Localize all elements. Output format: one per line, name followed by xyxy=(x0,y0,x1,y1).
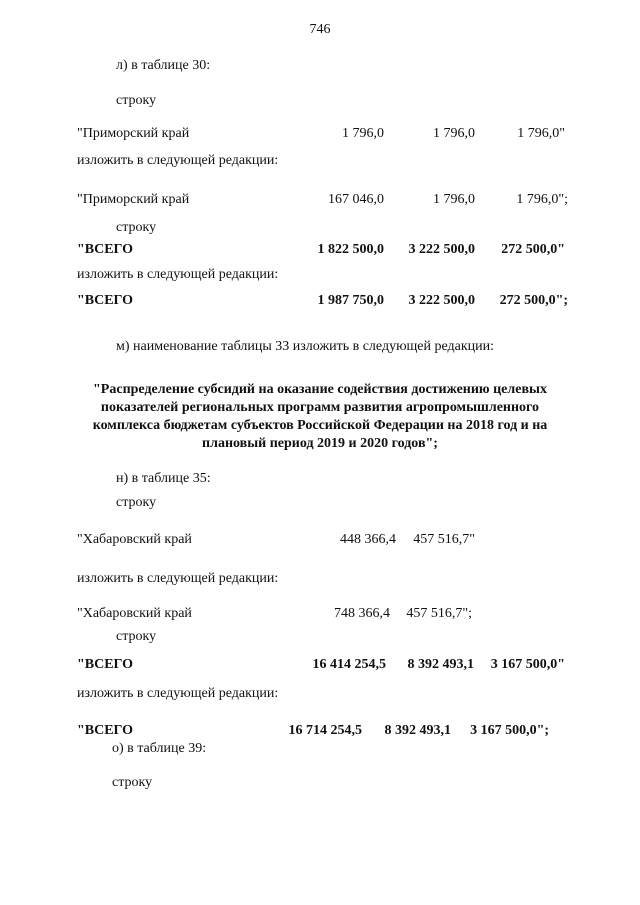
row-value-3: 1 796,0" xyxy=(517,126,565,141)
row-value-2: 457 516,7" xyxy=(413,532,475,547)
row-word: строку xyxy=(116,93,157,108)
row-value-2: 8 392 493,1 xyxy=(384,723,451,738)
row-value-1: 748 366,4 xyxy=(334,606,390,621)
row-value-2: 8 392 493,1 xyxy=(407,657,474,672)
table-title-line: комплекса бюджетам субъектов Российской Федерации на 2018 год и на xyxy=(92,418,548,433)
item-n-intro: н) в таблице 35: xyxy=(116,471,211,486)
replace-instruction: изложить в следующей редакции: xyxy=(77,571,279,586)
row-word: строку xyxy=(116,220,157,235)
row-value-2: 457 516,7"; xyxy=(406,606,472,621)
row-name: "ВСЕГО xyxy=(77,242,134,257)
row-value-1: 1 987 750,0 xyxy=(317,293,384,308)
page-number: 746 xyxy=(309,22,331,37)
row-value-3: 272 500,0" xyxy=(501,242,565,257)
table-title-line: показателей региональных программ развития агропромышленного xyxy=(100,400,540,415)
row-value-3: 272 500,0"; xyxy=(499,293,568,308)
row-value-3: 3 167 500,0"; xyxy=(470,723,549,738)
row-name: "ВСЕГО xyxy=(77,293,134,308)
replace-instruction: изложить в следующей редакции: xyxy=(77,153,279,168)
row-name: "ВСЕГО xyxy=(77,657,134,672)
row-value-3: 3 167 500,0" xyxy=(490,657,565,672)
item-o-intro: о) в таблице 39: xyxy=(112,741,207,756)
row-value-1: 1 796,0 xyxy=(342,126,384,141)
row-value-1: 448 366,4 xyxy=(340,532,396,547)
item-l-intro: л) в таблице 30: xyxy=(116,58,211,73)
row-value-3: 1 796,0"; xyxy=(516,192,568,207)
row-value-2: 1 796,0 xyxy=(433,192,475,207)
row-value-1: 16 714 254,5 xyxy=(288,723,362,738)
row-name: "Приморский край xyxy=(77,126,190,141)
row-value-2: 3 222 500,0 xyxy=(408,293,475,308)
replace-instruction: изложить в следующей редакции: xyxy=(77,686,279,701)
row-word: строку xyxy=(116,495,157,510)
item-m-intro: м) наименование таблицы 33 изложить в следующей редакции: xyxy=(116,339,495,354)
row-value-2: 1 796,0 xyxy=(433,126,475,141)
row-name: "Хабаровский край xyxy=(77,606,192,621)
row-word: строку xyxy=(112,775,153,790)
table-title-line: "Распределение субсидий на оказание содействия достижению целевых xyxy=(93,382,547,397)
replace-instruction: изложить в следующей редакции: xyxy=(77,267,279,282)
row-name: "ВСЕГО xyxy=(77,723,134,738)
row-value-1: 167 046,0 xyxy=(328,192,384,207)
row-value-1: 1 822 500,0 xyxy=(317,242,384,257)
row-name: "Хабаровский край xyxy=(77,532,192,547)
row-name: "Приморский край xyxy=(77,192,190,207)
row-value-2: 3 222 500,0 xyxy=(408,242,475,257)
row-value-1: 16 414 254,5 xyxy=(312,657,386,672)
row-word: строку xyxy=(116,629,157,644)
table-title-line: плановый период 2019 и 2020 годов"; xyxy=(202,436,438,451)
